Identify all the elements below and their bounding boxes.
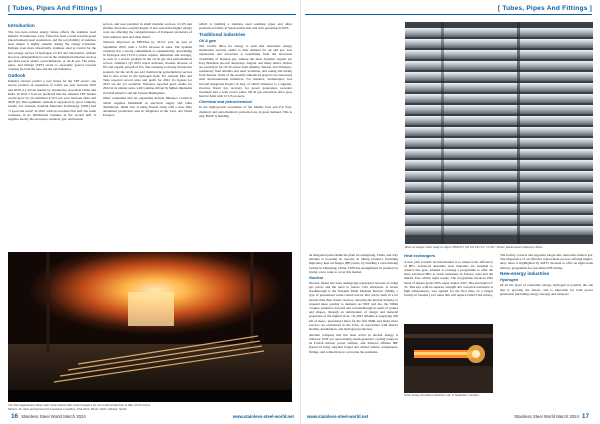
left-column-3 xyxy=(199,22,292,248)
article-paragraph: Nuclear fusion has been undergoing reappraisal because of rising gas prices and the need to reduce CO2 emissions. A recent breakthrough is the Natrium Small Modular Reactor (SMR), a type of pressurised water-cooled reactor that can be built in a far shorter time than classic reactors, allowing the nuclear industry to respond more quickly to demand. As NRT told me, the SMRs "require extensive forward and a breakthrough in terms of grades and shapes, through an anticipation of design and material properties of the highest level." In 2023 Alleima is supplying 200 km of mass-/ pressurised tubes for the first SMR, and many more reactors are envisioned in the USA, in association with district heating, desalination, and hydrogen production. xyxy=(309,280,398,331)
heat-exchanger-photo-caption: Heat exchanger tubes ready to ship to DMV315 (18 mm OD 3/4" x 6.96". Photo: Mannesmann Stainless Tubes. xyxy=(405,245,544,249)
article-paragraph: Another company that has been active in nuclear energy is Tubacex. EDF are reprocessing steam-generator cooling issues in its French nuclear power stations, and Tubacex affiliate IBF (based in Italy) supplied forged and drilled tubular components, fittings, and connections to overcome the problems. xyxy=(309,332,398,354)
article-paragraph: Industry surveys predict a rosy future for the TPF sector: one survey predicts an expansion of 5.46% per year between 2023 and 2030 [1]; driven mainly by automotive growth in China and India. In 2022 a forecast predicted that the stainless TPF market would grow by an estimated 4.55% per year between 2022 and 2028 [2]. This optimistic outlook is supported by good company results. Tor Jonsson, Sandvik Materials Technology (SMT) had "a good end result" in 2022, with an excellent first half, but some weakness in its distribution business in the second half. It supplies mostly the aerospace, medical, gas, and nuclear xyxy=(8,79,96,121)
article-subheading: Hydrogen xyxy=(500,276,519,282)
article-paragraph: In the high-growth economies of the Middle East and Far East, chemical and petrochemical production are in great demand. This is why BASF is building xyxy=(199,105,292,118)
tube-extrusion-photo xyxy=(404,324,493,393)
right-page-number: 17 xyxy=(581,413,589,420)
article-paragraph: sectors, and sees potential in small modular reactors. CCUS and (further down the road) hydrogen. It also noted that higher energy costs are affecting the competitiveness of European producers of both stainless steel and other metal. xyxy=(103,22,192,39)
article-subheading: Traditional industries xyxy=(199,31,246,37)
article-subheading: Outlook xyxy=(8,73,26,79)
article-paragraph: an integrated petrochemicals plant in Guangdong, China, and why Alleima is boosting its capacity in tubing products, including high-alloy heat exchanger (HE) tubes, by building a cold-drawing facility in Zhenjiang, China. TMS has strengthened its position by laying a new route to cover this market. xyxy=(309,253,398,274)
left-header-rule xyxy=(8,14,296,15)
tube-extrusion-photo-caption: Tubes being extruded at Alleima's site in Sandviken, Sweden. xyxy=(404,393,480,397)
article-paragraph: The low-/zero-carbon energy future affects the stainless steel industry in numerous ways. There has been a trend towards green (decarbonised) steel production, and the recyclability of stainless steel makes it highly suitable during the energy transition. Perhaps even more importantly, stainless steel is crucial for the new-energy sectors of hydrogen, CCUS and renewables, without however extinguishing its role in the traditional industries such as gas-fired power plants, petrochemicals, or oil & gas. The tubes, pipes, and fittings (TPF) sector is especially geared towards catering for both the new and the old industries. xyxy=(8,29,96,72)
left-column-2 xyxy=(103,22,192,248)
left-section-header: [ Tubes, Pipes And Fittings ] xyxy=(8,5,103,12)
right-header-rule xyxy=(305,14,592,15)
right-publication-name: Stainless Steel World March 2024 xyxy=(514,414,579,419)
left-publication-name: Stainless Steel World March 2024 xyxy=(21,414,86,419)
right-column-1 xyxy=(309,253,398,391)
article-subheading: Nuclear xyxy=(309,274,324,280)
left-footer-url[interactable]: www.stainless-steel-world.net xyxy=(232,414,294,419)
right-page xyxy=(300,0,600,424)
article-paragraph: Tubacex improved its EBITDA by 33.5% year on year in September 2023, with a 31.8% increase in sales. The Spanish company has a strong commitment to sustainability, specialising in hydrogen and CCUS (carbon capture, utilisation and storage), as well as a secure position in the oil & gas and petrochemical sectors. Alleima's Q3 2023 report indicates revenue increase of 8% and organic growth of 6%. The company is mostly invested in products for the oil & gas and chemical & petrochemical sectors and is also active in the hydrogen field. Tor Jonsson Pipe and Tube reported record sales and profit for 2022. Its figures for 2023 are not yet available. Vallourec reported good results for 2022 in its tubular sales, with volumes driven by higher shipments in North America and the Eastern Hemisphere. xyxy=(103,40,192,95)
article-subheading: Chemical and petrochemical xyxy=(199,98,252,104)
right-footer-url[interactable]: www.stainless-steel-world.net xyxy=(307,414,369,419)
heat-exchanger-tubes-image xyxy=(405,22,593,244)
heat-exchanger-tubes-photo xyxy=(405,22,593,244)
left-footer xyxy=(8,413,86,420)
right-column-2 xyxy=(404,253,493,321)
left-page-number: 16 xyxy=(11,413,19,420)
article-paragraph: Other companies that are expanding include Ilimano's Contracts which supplies Mitsubishi in electrical supply and other distributors, Jindal Saw is being floated along with a new, fully automated production area in Sifagiezel in the west, and North Europe's. xyxy=(103,96,192,118)
right-footer xyxy=(514,413,592,420)
right-section-header: [ Tubes, Pipes And Fittings ] xyxy=(497,5,592,12)
article-paragraph: The facility corrects and upgrades biogas into renewable natural gas. The importance of an effective replacement process offering higher-alloy tubes is highlighted by SMT's decision to offer an eight-week delivery programme for specialised HE tubing. xyxy=(500,253,593,270)
furnace-photo xyxy=(8,252,292,402)
article-paragraph: A new path towards decarbonisation is to improve the efficiency of HEs. Advanced austenitic steel materials are essential to achieve this goal. Alleima is working a programme to offer the most advanced HEs to reach customers in Europe, Asia and the middle East within eight weeks. The programme involves HEs made of duplex grade 2205, super duplex 2507, 904 and Sanicro® 35. This last, with its superior strength and corrosion resistance at high temperatures, was applied for the first time on a biogas facility in Sweden (14.5 tubes that will replace failed 316L tubes). xyxy=(404,259,493,298)
article-subheading: Introduction xyxy=(8,23,35,29)
article-subheading: Heat exchangers xyxy=(404,253,436,259)
right-column-3 xyxy=(500,253,593,391)
article-paragraph: Of all the types of renewable energy, hydrogen is possibly the one that is growing the fastest, and is important for both power generation (including energy storage) and transport. xyxy=(500,283,593,296)
article-subheading: Oil & gas xyxy=(199,37,216,43)
article-paragraph: which is building a stainless steel seamless pipes and tubes production facility in Saudi Arabia that will start operating in 2025. xyxy=(199,22,292,31)
tube-extrusion-image xyxy=(404,324,493,393)
furnace-photo-caption: The Shell Appomattox deep-water semi-submersible vessel prepares for successful production in May 2019 Gulf of Mexico. Its value anchored at the Louisiana Coastline, USA 2019. Photo: Shell/ Alleima: Smith. xyxy=(8,403,150,411)
article-paragraph: The world's thirst for energy is such that renewable energy installation scarcely seems to dent demand for oil and gas. Gas exploration and extraction is benefitting from the decreased availability of Russian gas. Among the most dynamic regions are Iraq, Brazilian pre-salt deepwater, Angola, and many others. Orders are pouring in for OCTG tubes from Alleima, Tenaris, and Vallourec, seamlessly from Alleima and Aker Solutions, and casing and tubing from Tenaris. Some of the recently announced projects are associated with decarbonisation initiatives. For instance, 'SeaEnergies' Gas Growth Integrated Project in Iraq, of which Vallourec is a supplier, involves flared gas recovery for power generation, seawater treatment and a solar power plant. Oil & gas extraction often goes hand in hand with CCUS projects. xyxy=(199,43,292,99)
furnace-photo-image xyxy=(8,252,292,402)
left-column-1 xyxy=(8,22,96,248)
article-subheading: New-energy industries xyxy=(500,271,550,277)
